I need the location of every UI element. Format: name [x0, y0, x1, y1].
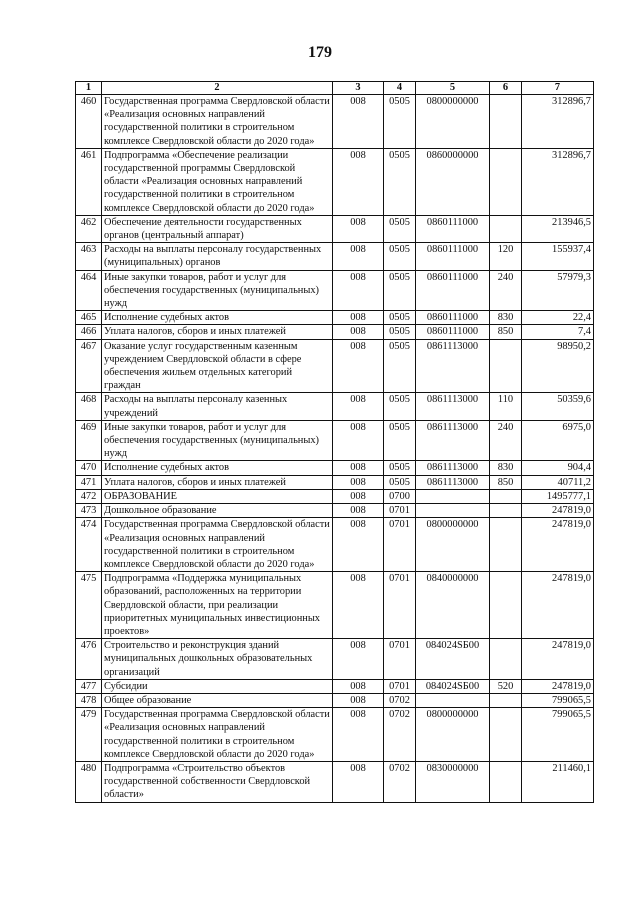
table-row [76, 693, 594, 707]
target-code [416, 489, 490, 503]
expense-code: 830 [490, 311, 522, 325]
row-name: Подпрограмма «Строительство объектов государственной собственности Свердловской области» [102, 761, 333, 802]
amount: 6975,0 [522, 420, 594, 461]
expense-code: 110 [490, 393, 522, 420]
ministry-code: 008 [333, 693, 384, 707]
expense-code [490, 504, 522, 518]
amount: 57979,3 [522, 270, 594, 311]
section-code: 0505 [384, 475, 416, 489]
amount: 247819,0 [522, 504, 594, 518]
target-code: 0861113000 [416, 339, 490, 393]
amount: 40711,2 [522, 475, 594, 489]
amount: 247819,0 [522, 518, 594, 572]
target-code: 0860111000 [416, 270, 490, 311]
amount: 50359,6 [522, 393, 594, 420]
column-header: 1 [76, 82, 102, 95]
row-name: Обеспечение деятельности государственных органов (центральный аппарат) [102, 215, 333, 242]
target-code: 0860111000 [416, 243, 490, 270]
expense-code [490, 572, 522, 639]
amount: 247819,0 [522, 572, 594, 639]
target-code [416, 693, 490, 707]
target-code: 0830000000 [416, 761, 490, 802]
row-name: Исполнение судебных актов [102, 311, 333, 325]
expense-code: 240 [490, 420, 522, 461]
column-header: 3 [333, 82, 384, 95]
row-name: Субсидии [102, 679, 333, 693]
section-code: 0701 [384, 518, 416, 572]
row-name: Исполнение судебных актов [102, 461, 333, 475]
section-code: 0505 [384, 420, 416, 461]
expense-code [490, 148, 522, 215]
section-code: 0505 [384, 325, 416, 339]
row-number: 478 [76, 693, 102, 707]
row-name: Расходы на выплаты персоналу казенных учреждений [102, 393, 333, 420]
amount: 799065,5 [522, 708, 594, 762]
table-row [76, 311, 594, 325]
row-name: Уплата налогов, сборов и иных платежей [102, 325, 333, 339]
expense-code [490, 215, 522, 242]
section-code: 0701 [384, 639, 416, 680]
table-row [76, 461, 594, 475]
row-number: 473 [76, 504, 102, 518]
table-row [76, 325, 594, 339]
ministry-code: 008 [333, 639, 384, 680]
section-code: 0505 [384, 339, 416, 393]
table-row [76, 215, 594, 242]
expense-code [490, 518, 522, 572]
amount: 312896,7 [522, 148, 594, 215]
amount: 312896,7 [522, 95, 594, 149]
table-row [76, 761, 594, 802]
section-code: 0505 [384, 461, 416, 475]
ministry-code: 008 [333, 475, 384, 489]
row-number: 480 [76, 761, 102, 802]
row-number: 468 [76, 393, 102, 420]
table-row [76, 518, 594, 572]
target-code: 0800000000 [416, 518, 490, 572]
expense-code [490, 339, 522, 393]
row-name: Оказание услуг государственным казенным учреждением Свердловской области в сфере обеспечения жильем отдельных категорий граждан [102, 339, 333, 393]
section-code: 0505 [384, 148, 416, 215]
row-number: 475 [76, 572, 102, 639]
ministry-code: 008 [333, 243, 384, 270]
row-name: Расходы на выплаты персоналу государственных (муниципальных) органов [102, 243, 333, 270]
table-row [76, 420, 594, 461]
row-number: 467 [76, 339, 102, 393]
column-header: 4 [384, 82, 416, 95]
row-number: 470 [76, 461, 102, 475]
ministry-code: 008 [333, 148, 384, 215]
row-number: 476 [76, 639, 102, 680]
table-row [76, 504, 594, 518]
target-code: 0860000000 [416, 148, 490, 215]
row-number: 471 [76, 475, 102, 489]
section-code: 0505 [384, 270, 416, 311]
ministry-code: 008 [333, 572, 384, 639]
ministry-code: 008 [333, 504, 384, 518]
section-code: 0505 [384, 215, 416, 242]
target-code: 0861113000 [416, 475, 490, 489]
ministry-code: 008 [333, 761, 384, 802]
row-number: 472 [76, 489, 102, 503]
table-row [76, 393, 594, 420]
row-name: Иные закупки товаров, работ и услуг для обеспечения государственных (муниципальных) нужд [102, 420, 333, 461]
amount: 211460,1 [522, 761, 594, 802]
row-name: Дошкольное образование [102, 504, 333, 518]
table-row [76, 489, 594, 503]
row-name: Общее образование [102, 693, 333, 707]
expense-code [490, 693, 522, 707]
section-code: 0700 [384, 489, 416, 503]
target-code: 084024SБ00 [416, 679, 490, 693]
ministry-code: 008 [333, 679, 384, 693]
section-code: 0505 [384, 311, 416, 325]
target-code: 0800000000 [416, 95, 490, 149]
section-code: 0505 [384, 95, 416, 149]
ministry-code: 008 [333, 518, 384, 572]
row-name: Государственная программа Свердловской области «Реализация основных направлений государственной политики в строительном комплексе Свердловской области до 2020 года» [102, 518, 333, 572]
row-name: Подпрограмма «Обеспечение реализации государственной программы Свердловской области «Реализация основных направлений государственной политики в строительном комплексе Свердловской области до 2020 года» [102, 148, 333, 215]
amount: 799065,5 [522, 693, 594, 707]
ministry-code: 008 [333, 393, 384, 420]
section-code: 0701 [384, 572, 416, 639]
expense-code: 520 [490, 679, 522, 693]
section-code: 0505 [384, 243, 416, 270]
ministry-code: 008 [333, 325, 384, 339]
row-number: 464 [76, 270, 102, 311]
ministry-code: 008 [333, 95, 384, 149]
target-code: 0860111000 [416, 215, 490, 242]
table-row [76, 475, 594, 489]
column-header: 2 [102, 82, 333, 95]
amount: 904,4 [522, 461, 594, 475]
row-name: Иные закупки товаров, работ и услуг для обеспечения государственных (муниципальных) нужд [102, 270, 333, 311]
expense-code [490, 761, 522, 802]
column-header: 7 [522, 82, 594, 95]
row-name: Государственная программа Свердловской области «Реализация основных направлений государственной политики в строительном комплексе Свердловской области до 2020 года» [102, 95, 333, 149]
target-code [416, 504, 490, 518]
row-number: 479 [76, 708, 102, 762]
expense-code [490, 639, 522, 680]
expense-code: 850 [490, 325, 522, 339]
row-number: 474 [76, 518, 102, 572]
amount: 1495777,1 [522, 489, 594, 503]
target-code: 0860111000 [416, 325, 490, 339]
amount: 7,4 [522, 325, 594, 339]
ministry-code: 008 [333, 339, 384, 393]
table-row [76, 339, 594, 393]
section-code: 0702 [384, 761, 416, 802]
section-code: 0702 [384, 693, 416, 707]
row-name: Строительство и реконструкция зданий муниципальных дошкольных образовательных организаций [102, 639, 333, 680]
budget-table [75, 81, 594, 803]
expense-code: 240 [490, 270, 522, 311]
expense-code: 830 [490, 461, 522, 475]
expense-code [490, 95, 522, 149]
target-code: 084024SБ00 [416, 639, 490, 680]
column-header: 6 [490, 82, 522, 95]
ministry-code: 008 [333, 489, 384, 503]
row-number: 469 [76, 420, 102, 461]
target-code: 0860111000 [416, 311, 490, 325]
ministry-code: 008 [333, 461, 384, 475]
table-row [76, 243, 594, 270]
section-code: 0702 [384, 708, 416, 762]
ministry-code: 008 [333, 311, 384, 325]
section-code: 0701 [384, 504, 416, 518]
row-number: 465 [76, 311, 102, 325]
target-code: 0861113000 [416, 393, 490, 420]
amount: 155937,4 [522, 243, 594, 270]
ministry-code: 008 [333, 420, 384, 461]
row-name: Подпрограмма «Поддержка муниципальных образований, расположенных на территории Свердловской области, при реализации приоритетных муниципальных инвестиционных проектов» [102, 572, 333, 639]
amount: 98950,2 [522, 339, 594, 393]
table-row [76, 572, 594, 639]
target-code: 0861113000 [416, 420, 490, 461]
ministry-code: 008 [333, 270, 384, 311]
expense-code [490, 489, 522, 503]
target-code: 0800000000 [416, 708, 490, 762]
ministry-code: 008 [333, 215, 384, 242]
row-name: Уплата налогов, сборов и иных платежей [102, 475, 333, 489]
expense-code: 120 [490, 243, 522, 270]
table-row [76, 95, 594, 149]
header-row [76, 82, 594, 95]
table-row [76, 148, 594, 215]
amount: 22,4 [522, 311, 594, 325]
page-number: 179 [308, 44, 332, 61]
expense-code: 850 [490, 475, 522, 489]
table-row [76, 679, 594, 693]
row-name: ОБРАЗОВАНИЕ [102, 489, 333, 503]
column-header: 5 [416, 82, 490, 95]
row-number: 461 [76, 148, 102, 215]
target-code: 0861113000 [416, 461, 490, 475]
row-name: Государственная программа Свердловской области «Реализация основных направлений государственной политики в строительном комплексе Свердловской области до 2020 года» [102, 708, 333, 762]
ministry-code: 008 [333, 708, 384, 762]
table-row [76, 639, 594, 680]
row-number: 477 [76, 679, 102, 693]
row-number: 466 [76, 325, 102, 339]
amount: 247819,0 [522, 679, 594, 693]
section-code: 0701 [384, 679, 416, 693]
section-code: 0505 [384, 393, 416, 420]
amount: 247819,0 [522, 639, 594, 680]
amount: 213946,5 [522, 215, 594, 242]
row-number: 463 [76, 243, 102, 270]
row-number: 462 [76, 215, 102, 242]
table-row [76, 708, 594, 762]
target-code: 0840000000 [416, 572, 490, 639]
expense-code [490, 708, 522, 762]
row-number: 460 [76, 95, 102, 149]
table-row [76, 270, 594, 311]
